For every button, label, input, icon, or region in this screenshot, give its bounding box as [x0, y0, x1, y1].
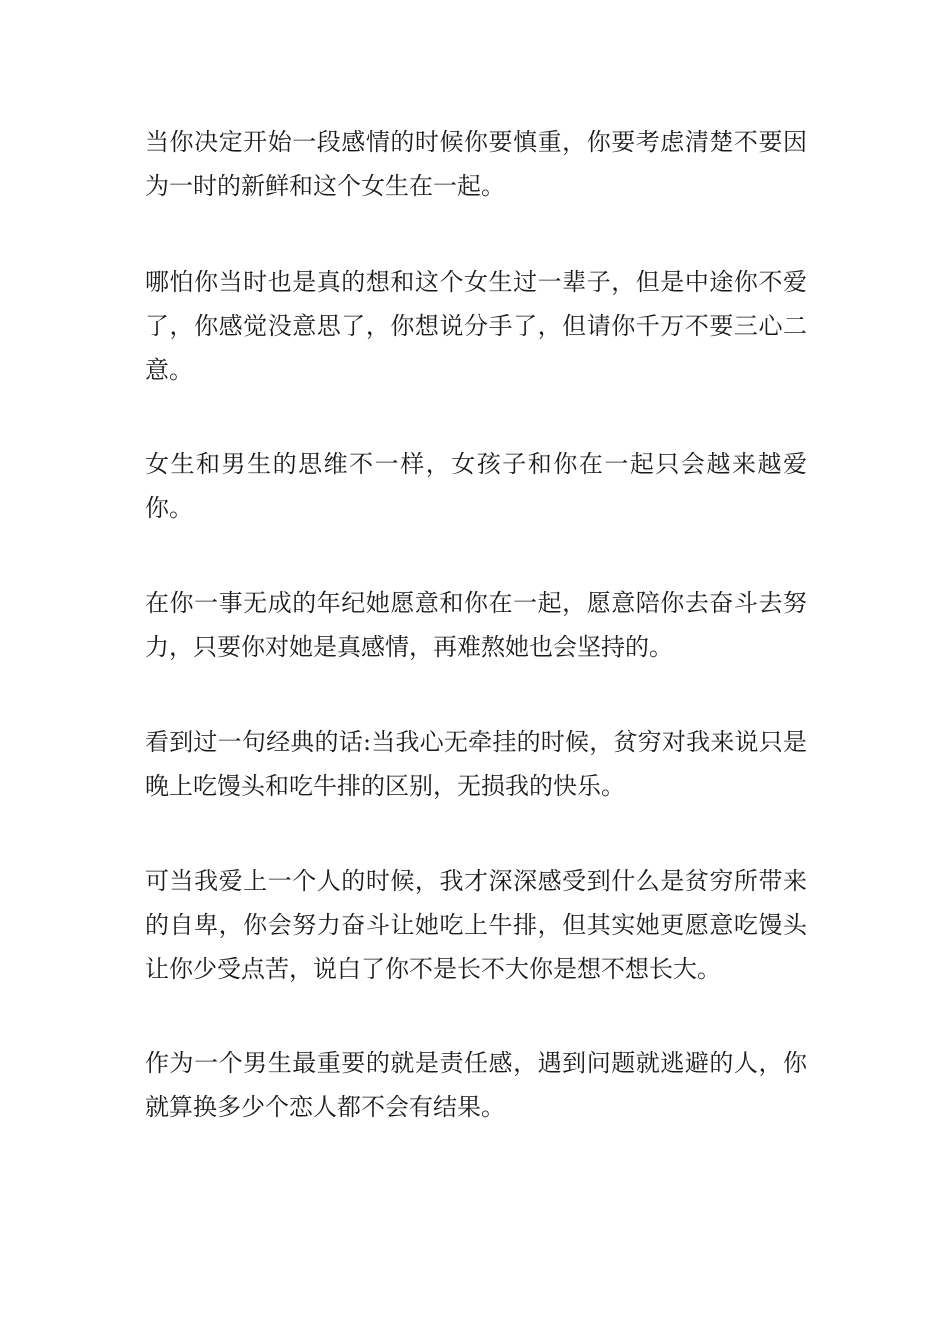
paragraph: 可当我爱上一个人的时候，我才深深感受到什么是贫穷所带来的自卑，你会努力奋斗让她吃上牛排，但其实她更愿意吃馒头让你少受点苦，说白了你不是长不大你是想不想长大。	[145, 867, 807, 983]
paragraph: 看到过一句经典的话:当我心无牵挂的时候，贫穷对我来说只是晚上吃馒头和吃牛排的区别，无损我的快乐。	[145, 728, 807, 800]
paragraph: 在你一事无成的年纪她愿意和你在一起，愿意陪你去奋斗去努力，只要你对她是真感情，再难熬她也会坚持的。	[145, 589, 807, 661]
paragraph: 当你决定开始一段感情的时候你要慎重，你要考虑清楚不要因为一时的新鲜和这个女生在一起。	[145, 128, 807, 200]
paragraph: 女生和男生的思维不一样，女孩子和你在一起只会越来越爱你。	[145, 450, 807, 522]
document-body	[145, 120, 807, 1179]
paragraph: 哪怕你当时也是真的想和这个女生过一辈子，但是中途你不爱了，你感觉没意思了，你想说分手了，但请你千万不要三心二意。	[145, 268, 807, 384]
paragraph: 作为一个男生最重要的就是责任感，遇到问题就逃避的人，你就算换多少个恋人都不会有结果。	[145, 1049, 807, 1121]
